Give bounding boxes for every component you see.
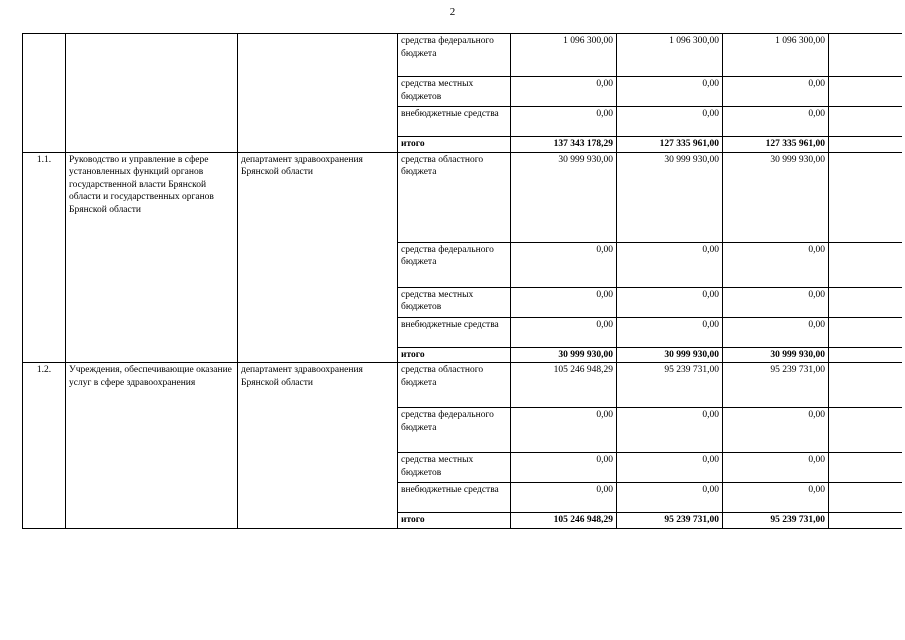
empty-cell xyxy=(829,513,902,529)
funding-source-cell: средства местных бюджетов xyxy=(398,287,511,317)
amount-cell-year-1: 0,00 xyxy=(511,287,617,317)
amount-cell-year-3: 0,00 xyxy=(723,408,829,453)
funding-source-cell: средства местных бюджетов xyxy=(398,453,511,483)
amount-cell-year-2: 127 335 961,00 xyxy=(617,137,723,153)
amount-cell-year-3: 0,00 xyxy=(723,287,829,317)
amount-cell-year-3: 0,00 xyxy=(723,242,829,287)
funding-source-cell: средства областного бюджета xyxy=(398,363,511,408)
amount-cell-year-2: 0,00 xyxy=(617,453,723,483)
table-row xyxy=(23,34,902,77)
funding-source-cell: средства федерального бюджета xyxy=(398,34,511,77)
amount-cell-year-1: 0,00 xyxy=(511,77,617,107)
item-name-cell: Руководство и управление в сфере установленных функций органов государственной власти Брянской области и государственных органов Брянской области xyxy=(66,152,238,363)
amount-cell-year-2: 1 096 300,00 xyxy=(617,34,723,77)
empty-cell xyxy=(829,34,902,77)
amount-cell-year-1: 105 246 948,29 xyxy=(511,363,617,408)
amount-cell-year-3: 0,00 xyxy=(723,107,829,137)
amount-cell-year-1: 105 246 948,29 xyxy=(511,513,617,529)
amount-cell-year-2: 0,00 xyxy=(617,317,723,347)
amount-cell-year-3: 30 999 930,00 xyxy=(723,347,829,363)
amount-cell-year-3: 30 999 930,00 xyxy=(723,152,829,242)
amount-cell-year-2: 0,00 xyxy=(617,287,723,317)
empty-cell xyxy=(829,242,902,287)
empty-cell xyxy=(829,287,902,317)
item-number-cell: 1.1. xyxy=(23,152,66,363)
amount-cell-year-3: 95 239 731,00 xyxy=(723,363,829,408)
amount-cell-year-3: 1 096 300,00 xyxy=(723,34,829,77)
empty-cell xyxy=(829,152,902,242)
amount-cell-year-3: 0,00 xyxy=(723,453,829,483)
funding-source-cell: итого xyxy=(398,347,511,363)
amount-cell-year-1: 137 343 178,29 xyxy=(511,137,617,153)
funding-source-cell: итого xyxy=(398,513,511,529)
funding-source-cell: внебюджетные средства xyxy=(398,483,511,513)
amount-cell-year-1: 0,00 xyxy=(511,242,617,287)
empty-cell xyxy=(829,408,902,453)
amount-cell-year-2: 0,00 xyxy=(617,242,723,287)
amount-cell-year-1: 0,00 xyxy=(511,408,617,453)
amount-cell-year-2: 0,00 xyxy=(617,408,723,453)
funding-source-cell: итого xyxy=(398,137,511,153)
executor-cell: департамент здравоохранения Брянской области xyxy=(238,363,398,529)
amount-cell-year-3: 0,00 xyxy=(723,77,829,107)
funding-source-cell: внебюджетные средства xyxy=(398,317,511,347)
table-row xyxy=(23,363,902,408)
amount-cell-year-2: 95 239 731,00 xyxy=(617,363,723,408)
table-row xyxy=(23,152,902,242)
amount-cell-year-3: 127 335 961,00 xyxy=(723,137,829,153)
funding-source-cell: средства местных бюджетов xyxy=(398,77,511,107)
amount-cell-year-1: 30 999 930,00 xyxy=(511,347,617,363)
amount-cell-year-1: 30 999 930,00 xyxy=(511,152,617,242)
executor-cell: департамент здравоохранения Брянской области xyxy=(238,152,398,363)
page-number: 2 xyxy=(449,6,456,18)
executor-cell xyxy=(238,34,398,153)
amount-cell-year-2: 0,00 xyxy=(617,483,723,513)
amount-cell-year-2: 0,00 xyxy=(617,107,723,137)
amount-cell-year-3: 0,00 xyxy=(723,317,829,347)
amount-cell-year-3: 0,00 xyxy=(723,483,829,513)
funding-source-cell: средства областного бюджета xyxy=(398,152,511,242)
amount-cell-year-2: 30 999 930,00 xyxy=(617,152,723,242)
budget-table xyxy=(22,33,902,529)
empty-cell xyxy=(829,347,902,363)
amount-cell-year-1: 0,00 xyxy=(511,317,617,347)
amount-cell-year-1: 0,00 xyxy=(511,453,617,483)
empty-cell xyxy=(829,137,902,153)
amount-cell-year-3: 95 239 731,00 xyxy=(723,513,829,529)
item-name-cell: Учреждения, обеспечивающие оказание услуг в сфере здравоохранения xyxy=(66,363,238,529)
empty-cell xyxy=(829,363,902,408)
amount-cell-year-2: 30 999 930,00 xyxy=(617,347,723,363)
item-number-cell xyxy=(23,34,66,153)
empty-cell xyxy=(829,317,902,347)
empty-cell xyxy=(829,77,902,107)
amount-cell-year-1: 1 096 300,00 xyxy=(511,34,617,77)
empty-cell xyxy=(829,453,902,483)
amount-cell-year-1: 0,00 xyxy=(511,107,617,137)
amount-cell-year-1: 0,00 xyxy=(511,483,617,513)
funding-source-cell: внебюджетные средства xyxy=(398,107,511,137)
funding-source-cell: средства федерального бюджета xyxy=(398,242,511,287)
empty-cell xyxy=(829,483,902,513)
funding-source-cell: средства федерального бюджета xyxy=(398,408,511,453)
item-number-cell: 1.2. xyxy=(23,363,66,529)
item-name-cell xyxy=(66,34,238,153)
amount-cell-year-2: 0,00 xyxy=(617,77,723,107)
empty-cell xyxy=(829,107,902,137)
amount-cell-year-2: 95 239 731,00 xyxy=(617,513,723,529)
